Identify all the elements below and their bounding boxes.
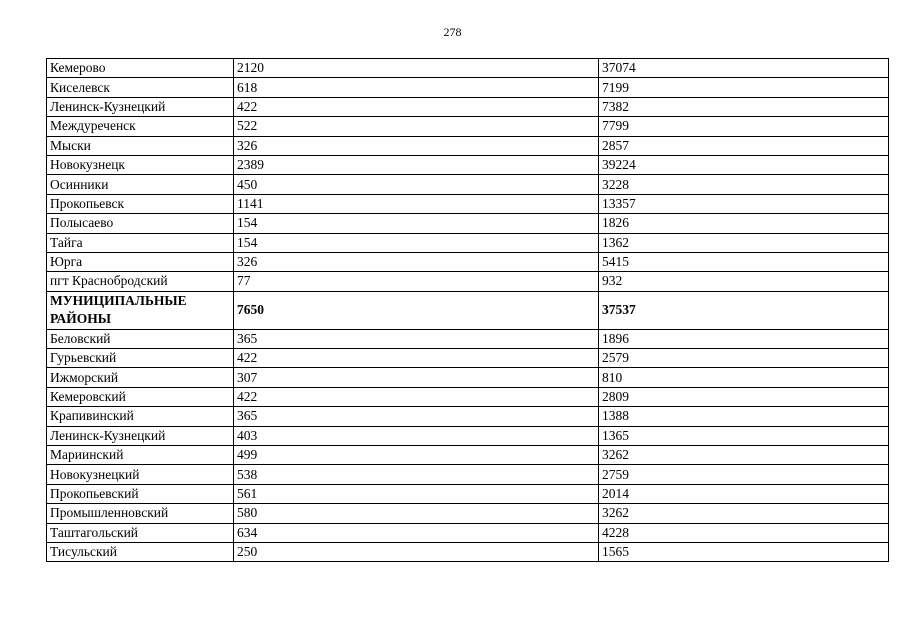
table-row [47,78,889,97]
municipality-name-cell: МУНИЦИПАЛЬНЫЕ РАЙОНЫ [47,291,234,329]
value-col3-cell: 1896 [599,329,889,348]
municipality-name-cell: Ленинск-Кузнецкий [47,97,234,116]
municipality-name-cell: Тисульский [47,542,234,561]
value-col2-cell: 422 [234,387,599,406]
value-col3-cell: 2579 [599,349,889,368]
table-row [47,97,889,116]
value-col3-cell: 37537 [599,291,889,329]
value-col3-cell: 2014 [599,484,889,503]
value-col2-cell: 365 [234,407,599,426]
value-col2-cell: 2389 [234,155,599,174]
table-row [47,175,889,194]
page-number: 278 [443,25,462,39]
value-col3-cell: 13357 [599,194,889,213]
table-row [47,523,889,542]
table-row [47,407,889,426]
table-row [47,349,889,368]
municipality-name-cell: Новокузнецк [47,155,234,174]
value-col3-cell: 37074 [599,59,889,78]
value-col3-cell: 7799 [599,117,889,136]
value-col2-cell: 250 [234,542,599,561]
table-row [47,329,889,348]
value-col2-cell: 7650 [234,291,599,329]
value-col3-cell: 3262 [599,504,889,523]
value-col3-cell: 1365 [599,426,889,445]
value-col2-cell: 450 [234,175,599,194]
value-col2-cell: 365 [234,329,599,348]
table-row [47,136,889,155]
municipality-name-cell: Ижморский [47,368,234,387]
value-col2-cell: 561 [234,484,599,503]
table-row [47,387,889,406]
municipality-name-cell: Осинники [47,175,234,194]
municipality-name-cell: Беловский [47,329,234,348]
municipality-name-cell: Кемерово [47,59,234,78]
municipality-name-cell: Тайга [47,233,234,252]
value-col2-cell: 499 [234,446,599,465]
value-col3-cell: 1826 [599,214,889,233]
value-col3-cell: 2857 [599,136,889,155]
table-row [47,155,889,174]
table-row [47,59,889,78]
value-col2-cell: 538 [234,465,599,484]
table-row [47,194,889,213]
value-col2-cell: 154 [234,214,599,233]
value-col2-cell: 422 [234,97,599,116]
table-body [47,59,889,562]
table-row [47,252,889,271]
value-col2-cell: 1141 [234,194,599,213]
value-col2-cell: 326 [234,136,599,155]
municipality-name-cell: Прокопьевск [47,194,234,213]
value-col2-cell: 326 [234,252,599,271]
value-col3-cell: 2759 [599,465,889,484]
value-col3-cell: 39224 [599,155,889,174]
municipality-name-cell: Юрга [47,252,234,271]
value-col2-cell: 634 [234,523,599,542]
table-row [47,272,889,291]
municipality-name-cell: Таштагольский [47,523,234,542]
municipality-name-cell: Киселевск [47,78,234,97]
data-table [46,58,889,562]
value-col2-cell: 580 [234,504,599,523]
table-row [47,368,889,387]
value-col3-cell: 7382 [599,97,889,116]
table-row [47,484,889,503]
value-col2-cell: 2120 [234,59,599,78]
value-col2-cell: 422 [234,349,599,368]
municipality-name-cell: Ленинск-Кузнецкий [47,426,234,445]
value-col3-cell: 2809 [599,387,889,406]
table-row [47,465,889,484]
municipality-name-cell: Гурьевский [47,349,234,368]
value-col3-cell: 3262 [599,446,889,465]
municipality-name-cell: Кемеровский [47,387,234,406]
table-row [47,446,889,465]
value-col3-cell: 1388 [599,407,889,426]
table-row [47,117,889,136]
municipality-name-cell: Новокузнецкий [47,465,234,484]
municipality-name-cell: пгт Краснобродский [47,272,234,291]
table-row [47,426,889,445]
value-col2-cell: 522 [234,117,599,136]
municipality-name-cell: Прокопьевский [47,484,234,503]
table-row [47,542,889,561]
value-col3-cell: 1565 [599,542,889,561]
value-col3-cell: 1362 [599,233,889,252]
value-col2-cell: 618 [234,78,599,97]
table-row [47,504,889,523]
value-col2-cell: 403 [234,426,599,445]
value-col2-cell: 77 [234,272,599,291]
value-col3-cell: 5415 [599,252,889,271]
section-header-row [47,291,889,329]
value-col3-cell: 810 [599,368,889,387]
municipality-name-cell: Мариинский [47,446,234,465]
table-row [47,233,889,252]
table-row [47,214,889,233]
value-col3-cell: 932 [599,272,889,291]
value-col3-cell: 4228 [599,523,889,542]
municipality-name-cell: Крапивинский [47,407,234,426]
municipality-name-cell: Полысаево [47,214,234,233]
municipality-name-cell: Мыски [47,136,234,155]
value-col2-cell: 307 [234,368,599,387]
value-col3-cell: 7199 [599,78,889,97]
value-col3-cell: 3228 [599,175,889,194]
municipality-name-cell: Промышленновский [47,504,234,523]
value-col2-cell: 154 [234,233,599,252]
municipality-name-cell: Междуреченск [47,117,234,136]
